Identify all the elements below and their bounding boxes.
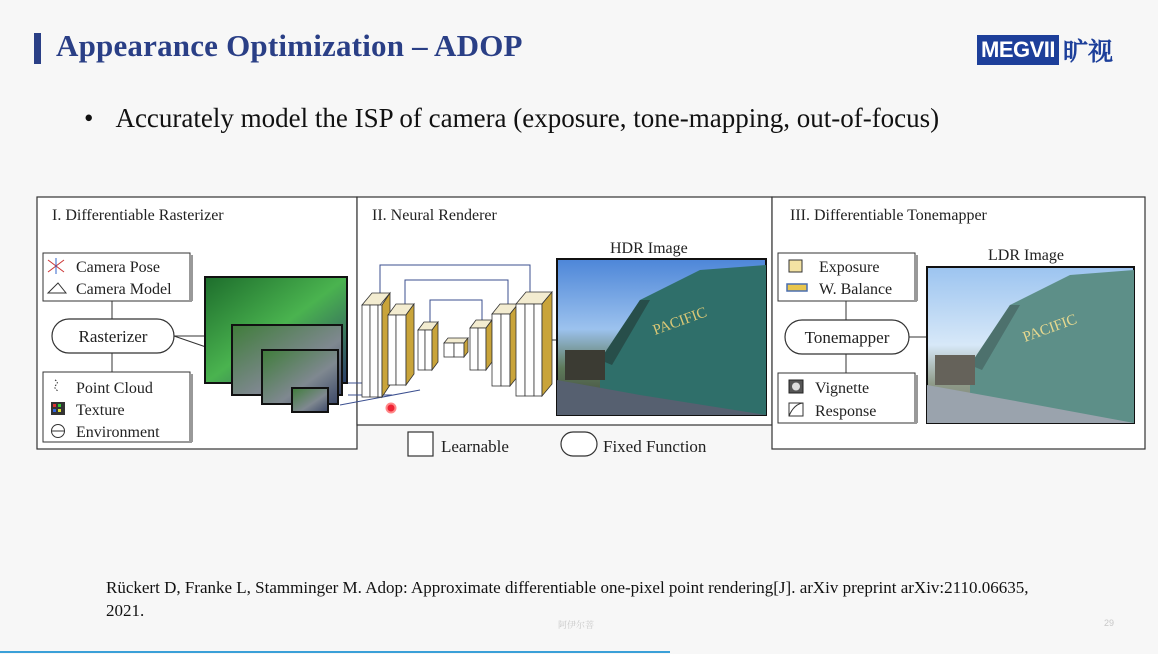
hdr-train-lettering: PACIFIC xyxy=(650,304,710,339)
bullet-dot: • xyxy=(84,103,94,133)
section1-title: I. Differentiable Rasterizer xyxy=(52,207,224,224)
camera-pose-label: Camera Pose xyxy=(76,259,160,276)
rasterizer-label: Rasterizer xyxy=(78,327,148,346)
legend-learnable-label: Learnable xyxy=(441,437,509,456)
white-balance-icon xyxy=(787,284,807,291)
ldr-image xyxy=(927,267,1134,423)
legend-learnable-swatch xyxy=(408,432,433,456)
environment-label: Environment xyxy=(76,424,160,441)
texture-icon xyxy=(51,402,65,415)
section2-title: II. Neural Renderer xyxy=(372,207,497,224)
tonemapper-label: Tonemapper xyxy=(804,328,890,347)
texture-label: Texture xyxy=(76,402,125,419)
reference-citation: Rückert D, Franke L, Stamminger M. Adop: Approximate differentiable one-pixel point rendering[J]. arXiv preprint arXiv:2110.06635, 2021. xyxy=(106,578,1029,620)
ldr-image-label: LDR Image xyxy=(988,247,1064,264)
response-label: Response xyxy=(815,403,877,420)
hdr-image-label: HDR Image xyxy=(610,240,688,257)
slide-title: Appearance Optimization – ADOP xyxy=(56,28,523,63)
section3-title: III. Differentiable Tonemapper xyxy=(790,207,987,224)
hdr-image xyxy=(557,259,766,415)
footer-accent-line xyxy=(0,651,670,653)
footer-text: 阿伊尔菩 xyxy=(558,620,595,630)
vignette-label: Vignette xyxy=(815,380,870,397)
page-number: 29 xyxy=(1104,618,1115,628)
point-cloud-label: Point Cloud xyxy=(76,380,153,397)
ldr-train-lettering: PACIFIC xyxy=(1020,311,1080,346)
exposure-label: Exposure xyxy=(819,259,880,276)
cursor-marker xyxy=(387,404,396,413)
legend-fixed-function-label: Fixed Function xyxy=(603,437,707,456)
bullet-text: Accurately model the ISP of camera (exposure, tone-mapping, out-of-focus) xyxy=(115,103,940,133)
camera-model-label: Camera Model xyxy=(76,281,172,298)
exposure-icon xyxy=(789,260,802,272)
legend-fixed-function-swatch xyxy=(561,432,597,456)
white-balance-label: W. Balance xyxy=(819,281,893,298)
logo-brand: MEGVII xyxy=(977,35,1059,65)
logo-cn: 旷视 xyxy=(1063,36,1114,66)
